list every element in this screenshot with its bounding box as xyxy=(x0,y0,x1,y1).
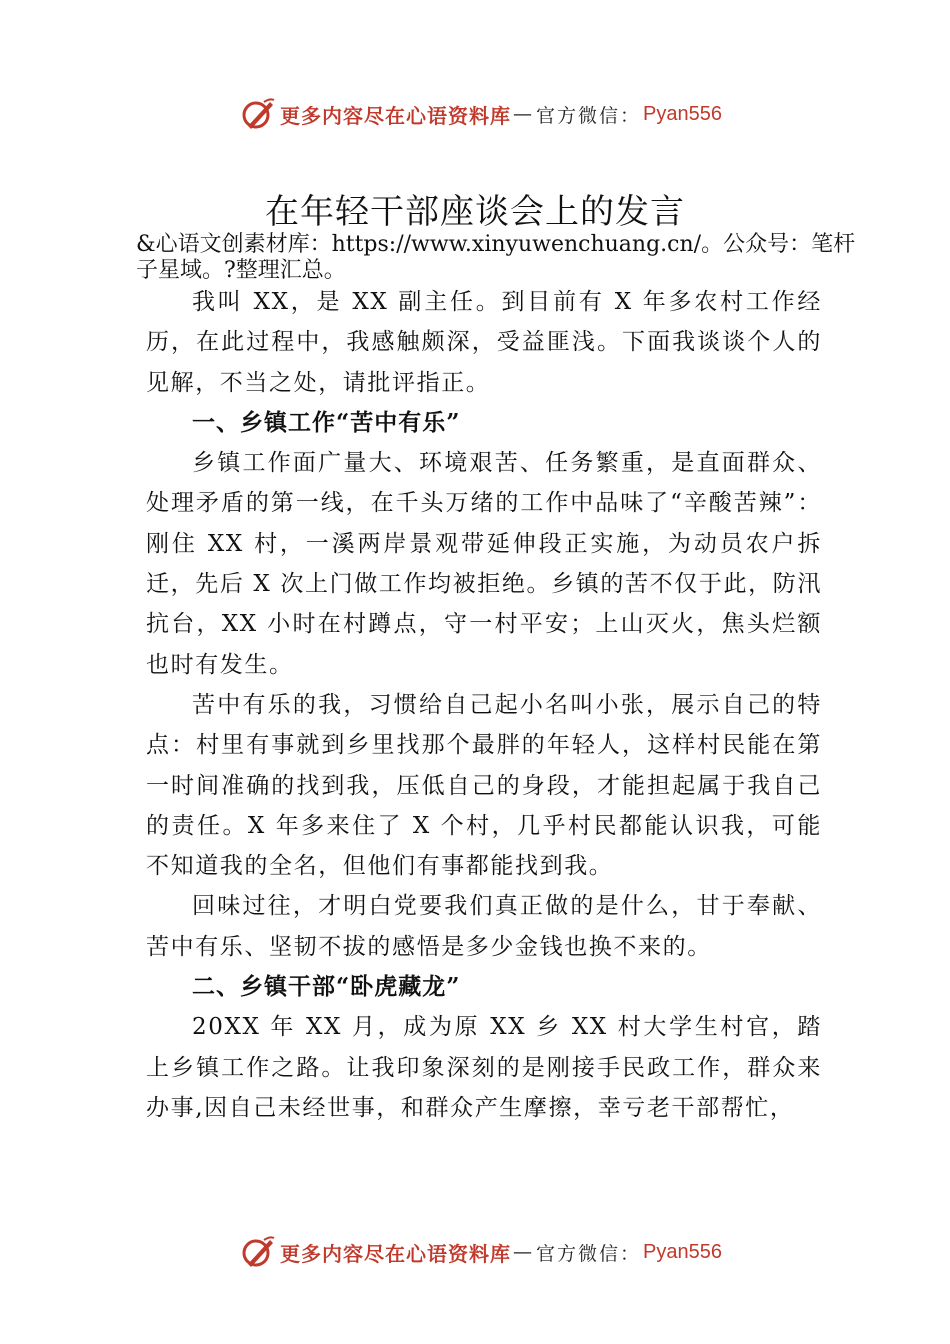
paragraph: 苦中有乐的我，习惯给自己起小名叫小张，展示自己的特点：村里有事就到乡里找那个最胖的年轻人，这样村民能在第一时间准确的找到我，压低自己的身段，才能担起属于我自己的责任。X 年多来住了 X 个村，几乎村民都能认识我，可能不知道我的全名，但他们有事都能找到我。 xyxy=(146,691,822,880)
paragraph: 20XX 年 XX 月，成为原 XX 乡 XX 村大学生村官，踏上乡镇工作之路。让我印象深刻的是刚接手民政工作，群众来办事,因自己未经世事，和群众产生摩擦，幸亏老干部帮忙， xyxy=(146,1014,822,1121)
document-body xyxy=(146,282,822,1128)
banner-wechat-id: Pyan556 xyxy=(643,102,722,125)
pen-logo-icon xyxy=(240,96,276,132)
section-heading: 二、乡镇干部“卧虎藏龙” xyxy=(192,973,461,1001)
paragraph: 我叫 XX，是 XX 副主任。到目前有 X 年多农村工作经历，在此过程中，我感触颇深，受益匪浅。下面我谈谈个人的见解，不当之处，请批评指正。 xyxy=(146,289,822,396)
header-banner xyxy=(240,94,760,134)
paragraph: 回味过往，才明白党要我们真正做的是什么，甘于奉献、苦中有乐、坚韧不拔的感悟是多少金钱也换不来的。 xyxy=(146,893,822,960)
banner-site-name: 更多内容尽在心语资料库 xyxy=(280,103,511,128)
banner-wechat-id: Pyan556 xyxy=(643,1240,722,1263)
source-note: &心语文创素材库：https://www.xinyuwenchuang.cn/。公众号：笔杆子星域。?整理汇总。 xyxy=(136,232,856,283)
banner-wechat-label: 官方微信： xyxy=(536,104,642,127)
footer-banner xyxy=(240,1232,760,1272)
banner-dash: — xyxy=(513,1241,534,1263)
pen-logo-icon xyxy=(240,1234,276,1270)
document-title: 在年轻干部座谈会上的发言 xyxy=(265,192,685,232)
banner-dash: — xyxy=(513,103,534,125)
banner-site-name: 更多内容尽在心语资料库 xyxy=(280,1241,511,1266)
section-heading: 一、乡镇工作“苦中有乐” xyxy=(192,408,461,436)
paragraph: 乡镇工作面广量大、环境艰苦、任务繁重，是直面群众、处理矛盾的第一线，在千头万绪的工作中品味了“辛酸苦辣”：刚住 XX 村，一溪两岸景观带延伸段正实施，为动员农户拆迁，先后 X 次上门做工作均被拒绝。乡镇的苦不仅于此，防汛抗台，XX 小时在村蹲点，守一村平安；上山灭火，焦头烂额也时有发生。 xyxy=(146,450,822,678)
banner-wechat-label: 官方微信： xyxy=(536,1242,642,1265)
